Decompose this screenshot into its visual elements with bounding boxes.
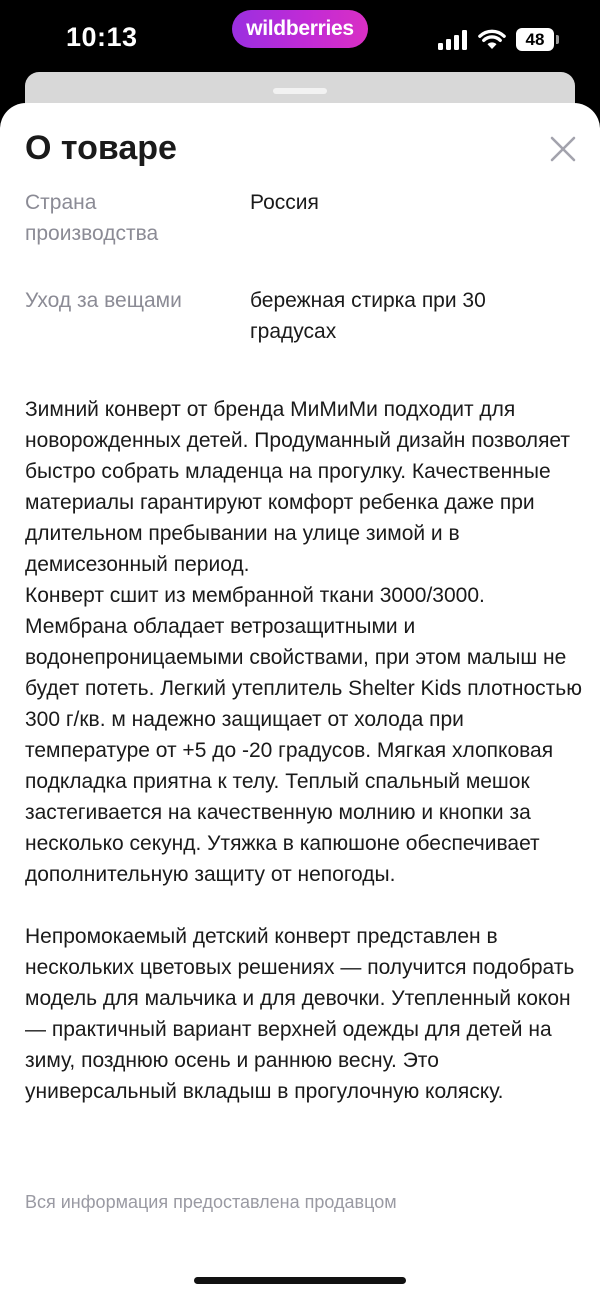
property-label: Страна производства (25, 191, 159, 245)
home-indicator[interactable] (194, 1277, 406, 1284)
background-grabber (273, 88, 327, 94)
brand-logo: wildberries (232, 10, 368, 48)
battery-indicator (516, 28, 560, 51)
status-bar (0, 0, 600, 78)
description-paragraph: Конверт сшит из мембранной ткани 3000/3000. Мембрана обладает ветрозащитными и водонепроницаемыми свойствами, при этом малыш не будет потеть. Легкий утеплитель Shelter Kids плотностью 300 г/кв. м надежно защищает от холода при температуре от +5 до -20 градусов. Мягкая хлопковая подкладка приятна к телу. Теплый спальный мешок застегивается на качественную молнию и кнопки за несколько секунд. Утяжка в капюшоне обеспечивает дополнительную защиту от непогоды. (25, 584, 582, 886)
status-time: 10:13 (66, 22, 138, 52)
wifi-icon (478, 28, 506, 50)
sheet-title: О товаре (25, 129, 177, 167)
battery-tip (556, 35, 559, 44)
battery-level: 48 (516, 28, 554, 51)
description-paragraph: Зимний конверт от бренда МиМиМи подходит для новорожденных детей. Продуманный дизайн позволяет быстро собрать младенца на прогулку. Качественные материалы гарантируют комфорт ребенка даже при длительном пребывании на улице зимой и в демисезонный период. (25, 398, 571, 576)
product-description (25, 394, 585, 1107)
close-icon[interactable] (549, 135, 577, 163)
cellular-signal-icon (438, 30, 470, 50)
property-value: бережная стирка при 30 градусах (250, 289, 486, 343)
property-label: Уход за вещами (25, 289, 182, 312)
product-info-sheet (0, 103, 600, 1297)
seller-info-note: Вся информация предоставлена продавцом (25, 1192, 397, 1212)
property-value: Россия (250, 191, 319, 214)
description-paragraph: Непромокаемый детский конверт представлен в нескольких цветовых решениях — получится подобрать модель для мальчика и для девочки. Утепленный кокон — практичный вариант верхней одежды для детей на зиму, позднюю осень и раннюю весну. Это универсальный вкладыш в прогулочную коляску. (25, 925, 575, 1103)
